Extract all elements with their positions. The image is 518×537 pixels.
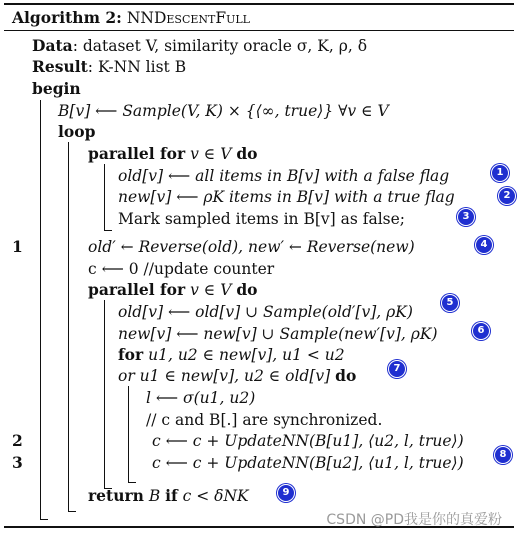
data-line: Data: dataset V, similarity oracle σ, K, ρ, δ bbox=[32, 36, 368, 55]
update-line-2: c ⟵ c + UpdateNN(B[u2], ⟨u1, l, true⟩) bbox=[152, 454, 464, 472]
for-line-1: for u1, u2 ∈ new[v], u1 < u2 bbox=[118, 345, 345, 364]
badge-4: 4 bbox=[475, 236, 493, 254]
par1-bar-foot bbox=[104, 230, 112, 231]
begin-line: begin bbox=[32, 79, 81, 98]
similarity-line: l ⟵ σ(u1, u2) bbox=[146, 389, 256, 407]
header-rule bbox=[4, 30, 514, 31]
top-rule bbox=[4, 3, 514, 5]
badge-8: 8 bbox=[494, 446, 512, 464]
init-line: B[v] ⟵ Sample(V, K) × {⟨∞, true⟩} ∀v ∈ V bbox=[58, 102, 389, 120]
for-bar-foot bbox=[128, 482, 136, 483]
badge-1: 1 bbox=[491, 164, 509, 182]
line-number-3: 3 bbox=[12, 453, 23, 472]
old-update-line: old[v] ⟵ old[v] ∪ Sample(old′[v], ρK) bbox=[118, 303, 413, 321]
par1-bar bbox=[104, 164, 105, 230]
badge-6: 6 bbox=[472, 322, 490, 340]
par2-bar bbox=[104, 300, 105, 488]
algorithm-title bbox=[12, 8, 250, 28]
for-bar bbox=[128, 386, 129, 482]
for-line-2: or u1 ∈ new[v], u2 ∈ old[v] do bbox=[118, 366, 357, 385]
line-number-1: 1 bbox=[12, 237, 23, 256]
old-line: old[v] ⟵ all items in B[v] with a false flag bbox=[118, 167, 450, 185]
badge-5: 5 bbox=[441, 294, 459, 312]
loop-bar bbox=[68, 142, 69, 511]
begin-bar-foot bbox=[40, 519, 48, 520]
badge-7: 7 bbox=[388, 360, 406, 378]
parallel-for-1: parallel for v ∈ V do bbox=[88, 144, 258, 163]
new-line: new[v] ⟵ ρK items in B[v] with a true flag bbox=[118, 188, 455, 206]
algorithm-label: Algorithm 2: bbox=[12, 8, 122, 27]
comment-line: // c and B[.] are synchronized. bbox=[146, 411, 383, 429]
reverse-line: old′ ← Reverse(old), new′ ← Reverse(new) bbox=[88, 238, 415, 256]
update-line-1: c ⟵ c + UpdateNN(B[u1], ⟨u2, l, true⟩) bbox=[152, 432, 464, 450]
mark-line: Mark sampled items in B[v] as false; bbox=[118, 210, 406, 228]
csdn-watermark: CSDN @PD我是你的真爱粉 bbox=[326, 512, 502, 528]
parallel-for-2: parallel for v ∈ V do bbox=[88, 280, 258, 299]
badge-9: 9 bbox=[277, 484, 295, 502]
counter-line: c ⟵ 0 //update counter bbox=[88, 260, 275, 278]
return-line: return B if c < δNK bbox=[88, 486, 249, 505]
loop-bar-foot bbox=[68, 511, 76, 512]
result-line: Result: K-NN list B bbox=[32, 57, 187, 76]
badge-3: 3 bbox=[457, 208, 475, 226]
badge-2: 2 bbox=[498, 187, 516, 205]
algorithm-name: NNDescentFull bbox=[126, 9, 250, 27]
begin-bar bbox=[40, 100, 41, 519]
loop-line: loop bbox=[58, 122, 96, 141]
new-update-line: new[v] ⟵ new[v] ∪ Sample(new′[v], ρK) bbox=[118, 325, 438, 343]
line-number-2: 2 bbox=[12, 431, 23, 450]
